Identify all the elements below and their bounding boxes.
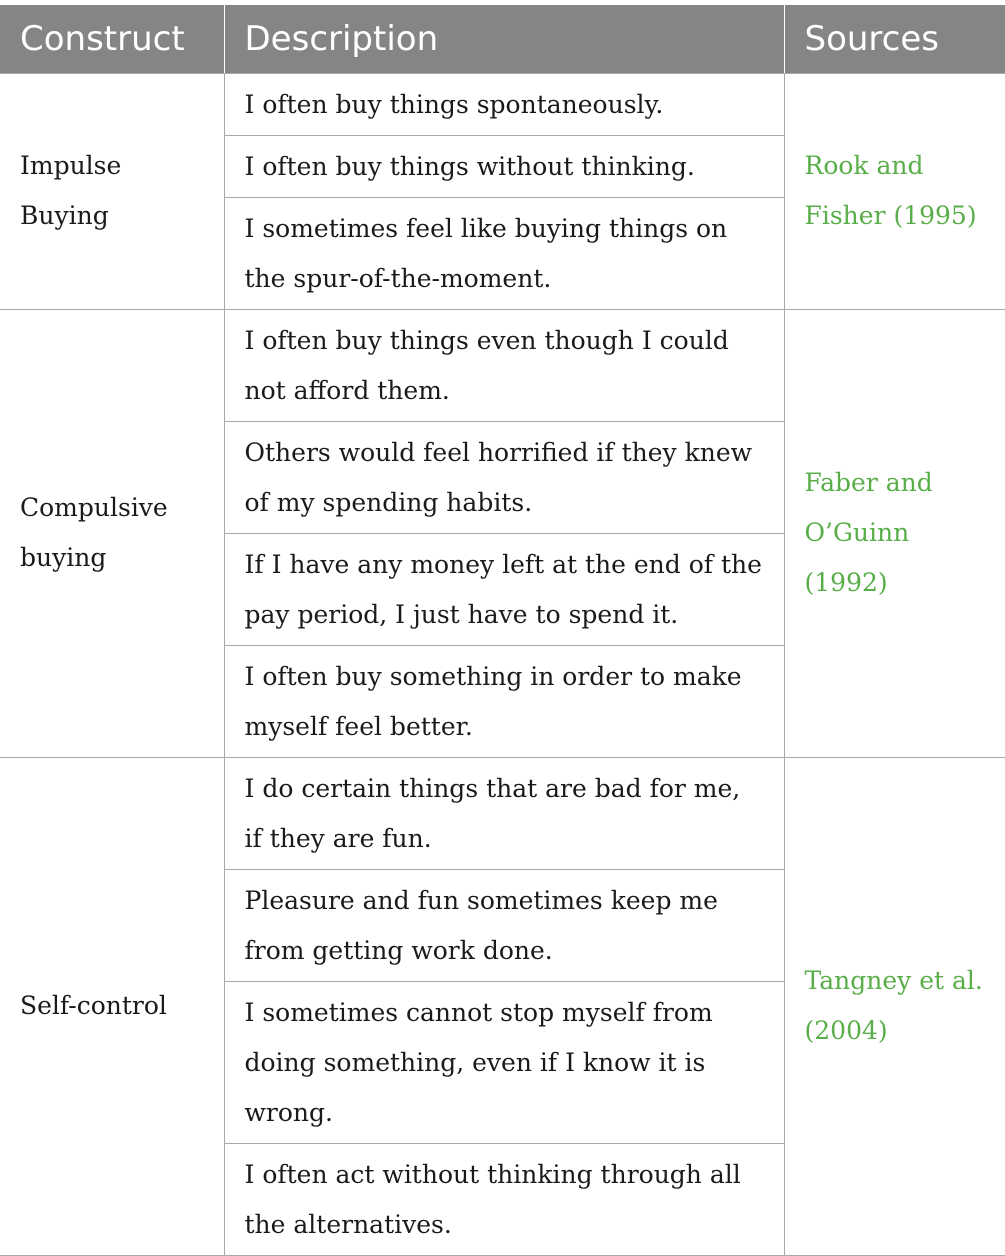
source-cell: Tangney et al. (2004): [784, 757, 1005, 1255]
construct-cell: Self-control: [0, 757, 224, 1255]
description-cell: I often buy something in order to make myself feel better.: [224, 645, 784, 757]
description-cell: I sometimes feel like buying things on the spur-of-the-moment.: [224, 197, 784, 309]
table-row: [0, 757, 1005, 869]
table-row: [0, 309, 1005, 421]
description-cell: Others would feel horrified if they knew of my spending habits.: [224, 421, 784, 533]
construct-cell: Compulsive buying: [0, 309, 224, 757]
description-cell: I often buy things without thinking.: [224, 135, 784, 197]
table-header: [0, 5, 1005, 73]
header-construct: Construct: [0, 5, 224, 73]
description-cell: I sometimes cannot stop myself from doing something, even if I know it is wrong.: [224, 981, 784, 1143]
construct-cell: Impulse Buying: [0, 73, 224, 309]
header-sources: Sources: [784, 5, 1005, 73]
table-row: [0, 73, 1005, 135]
header-row: [0, 5, 1005, 73]
measurement-table: [0, 5, 1005, 1256]
source-cell: Faber and O’Guinn (1992): [784, 309, 1005, 757]
table-body: [0, 73, 1005, 1255]
description-cell: I often buy things even though I could not afford them.: [224, 309, 784, 421]
description-cell: I often buy things spontaneously.: [224, 73, 784, 135]
description-cell: I often act without thinking through all the alternatives.: [224, 1143, 784, 1255]
description-cell: If I have any money left at the end of the pay period, I just have to spend it.: [224, 533, 784, 645]
description-cell: I do certain things that are bad for me, if they are fun.: [224, 757, 784, 869]
description-cell: Pleasure and fun sometimes keep me from getting work done.: [224, 869, 784, 981]
header-description: Description: [224, 5, 784, 73]
source-cell: Rook and Fisher (1995): [784, 73, 1005, 309]
